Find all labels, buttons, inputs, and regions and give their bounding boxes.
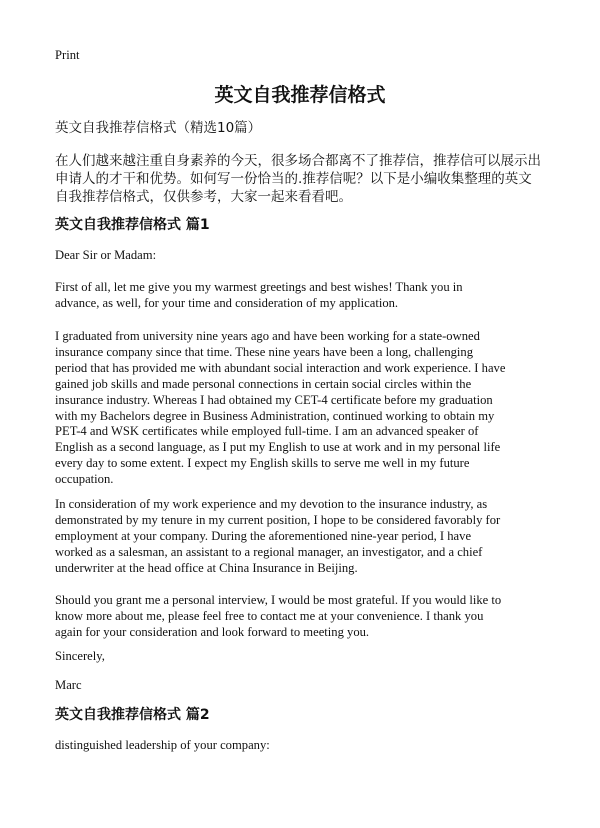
intro-line: 申请人的才干和优势。如何写一份恰当的.推荐信呢？以下是小编收集整理的英文	[55, 171, 532, 187]
print-link[interactable]: Print	[55, 48, 80, 62]
paragraph-line: demonstrated by my tenure in my current position, I hope to be considered favorably for	[55, 512, 501, 527]
paragraph-line: know more about me, please feel free to contact me at your convenience. I thank you	[55, 608, 484, 623]
paragraph-line: worked as a salesman, an assistant to a regional manager, an investigator, and a chief	[55, 544, 483, 559]
paragraph-line: occupation.	[55, 472, 114, 487]
paragraph-line: gained job skills and made personal connections in certain social circles within the	[55, 376, 472, 391]
paragraph-line: I graduated from university nine years ago and have been working for a state-owned	[55, 329, 480, 343]
paragraph-line: English as a second language, as I put my English to use at work and in my personal life	[55, 440, 501, 455]
section-heading: 英文自我推荐信格式 篇2	[55, 707, 210, 723]
paragraph-line: In consideration of my work experience and my devotion to the insurance industry, as	[55, 497, 488, 511]
paragraph-line: underwriter at the head office at China Insurance in Beijing.	[55, 560, 358, 575]
closing: Sincerely,	[55, 649, 105, 663]
section-heading: 英文自我推荐信格式 篇1	[55, 217, 210, 233]
intro-line: 在人们越来越注重自身素养的今天，很多场合都离不了推荐信，推荐信可以展示出	[55, 153, 541, 169]
signature: Marc	[55, 678, 82, 692]
subtitle: 英文自我推荐信格式（精选10篇）	[55, 120, 262, 136]
paragraph-line: advance, as well, for your time and consideration of my application.	[55, 296, 399, 310]
paragraph-line: Should you grant me a personal interview, I would be most grateful. If you would like to	[55, 593, 502, 607]
paragraph-line: again for your consideration and look forward to meeting you.	[55, 624, 370, 639]
page-title: 英文自我推荐信格式	[214, 84, 386, 106]
paragraph-line: distinguished leadership of your company:	[55, 738, 270, 752]
paragraph-line: employment at your company. During the aforementioned nine-year period, I have	[55, 528, 472, 543]
paragraph-line: First of all, let me give you my warmest greetings and best wishes! Thank you in	[55, 280, 463, 294]
paragraph-line: period that has provided me with abundant social interaction and work experience. I have	[55, 360, 506, 375]
paragraph-line: insurance company since that time. These nine years have been a long, challenging	[55, 344, 474, 359]
paragraph-line: every day to some extent. I expect my English skills to serve me well in my future	[55, 456, 470, 471]
salutation: Dear Sir or Madam:	[55, 248, 157, 262]
paragraph-line: with my Bachelors degree in Business Administration, continued working to obtain my	[55, 408, 495, 423]
paragraph-line: insurance industry. Whereas I had obtained my CET-4 certificate before my graduation	[55, 392, 493, 407]
intro-line: 自我推荐信格式，仅供参考，大家一起来看看吧。	[55, 189, 352, 205]
paragraph-line: PET-4 and WSK certificates while employed full-time. I am an advanced speaker of	[55, 424, 479, 439]
